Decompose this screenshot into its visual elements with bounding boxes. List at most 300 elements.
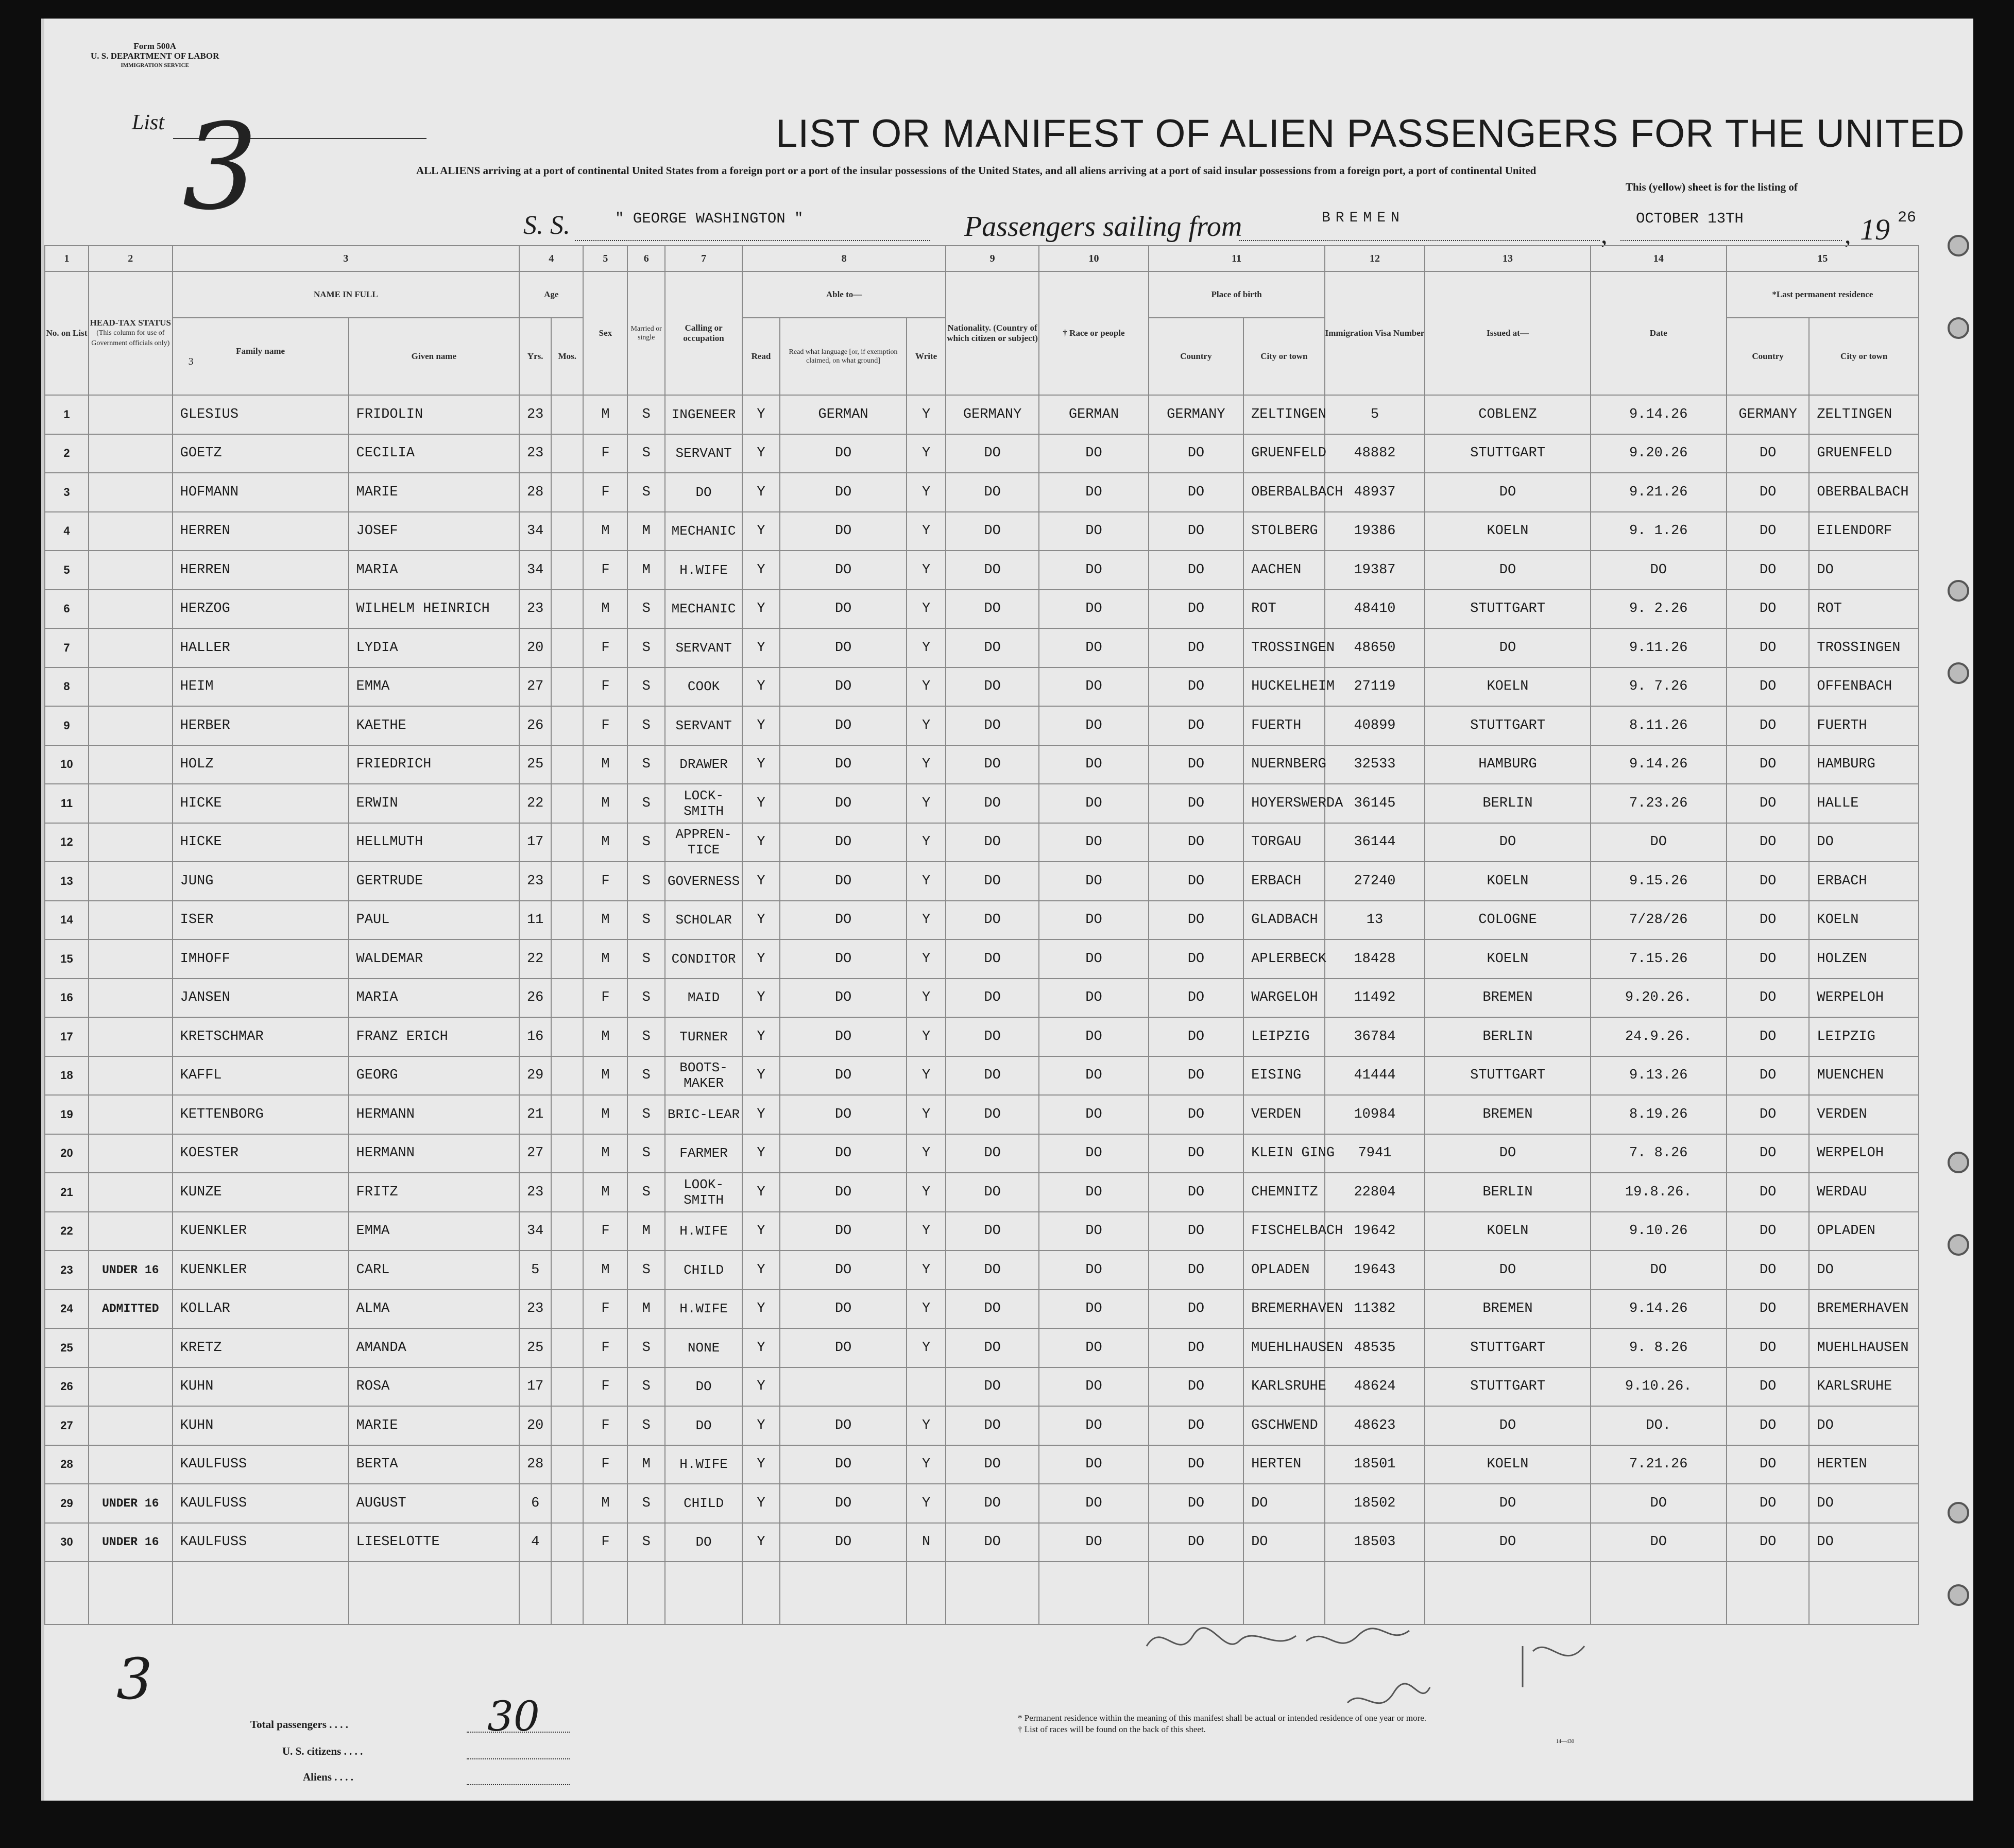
cell-rcity: ROT	[1809, 590, 1919, 629]
cell-issued: BERLIN	[1425, 1017, 1590, 1056]
cell-read: Y	[742, 668, 780, 707]
cell-bcountry: DO	[1149, 1173, 1243, 1212]
cell-issued: DO	[1425, 1251, 1590, 1290]
table-row	[45, 1445, 1919, 1484]
manifest-sheet	[41, 19, 1973, 1801]
table-row	[45, 979, 1919, 1018]
cell-ms: S	[627, 1367, 665, 1407]
table-row	[45, 1173, 1919, 1212]
table-row	[45, 1095, 1919, 1134]
cell-race: GERMAN	[1039, 395, 1148, 434]
cell-occ: CONDITOR	[665, 939, 742, 979]
cell-write: Y	[907, 473, 946, 512]
manifest-table-wrap	[44, 245, 1973, 1625]
cell-issued: STUTTGART	[1425, 590, 1590, 629]
header-issued-at: Issued at—	[1425, 271, 1590, 395]
cell-family: HERREN	[173, 551, 349, 590]
cell-date: 9. 2.26	[1591, 590, 1727, 629]
cell-family: HALLER	[173, 628, 349, 668]
cell-rcity: LEIPZIG	[1809, 1017, 1919, 1056]
cell-race: DO	[1039, 1056, 1148, 1096]
cell-race: DO	[1039, 628, 1148, 668]
total-passengers-value: 30	[487, 1692, 540, 1740]
cell-rcountry: DO	[1727, 1017, 1810, 1056]
cell-rcity: GRUENFELD	[1809, 434, 1919, 473]
cell-bcity: KARLSRUHE	[1243, 1367, 1324, 1407]
cell-race: DO	[1039, 706, 1148, 745]
cell-no: 8	[45, 668, 89, 707]
cell-race: DO	[1039, 512, 1148, 551]
cell-read: Y	[742, 628, 780, 668]
header-race: † Race or people	[1039, 271, 1148, 395]
cell-bcity: VERDEN	[1243, 1095, 1324, 1134]
cell-bcountry: DO	[1149, 784, 1243, 823]
cell-ms: S	[627, 939, 665, 979]
cell-mos	[551, 628, 583, 668]
cell-yrs: 23	[519, 862, 551, 901]
colnum: 8	[742, 246, 946, 271]
cell-rcountry: DO	[1727, 1173, 1810, 1212]
cell-read: Y	[742, 1406, 780, 1445]
cell-sex: F	[583, 628, 627, 668]
cell-nat: DO	[946, 1367, 1039, 1407]
family-name-label: Family name	[236, 346, 285, 356]
cell-occ: MECHANIC	[665, 512, 742, 551]
cell-read: Y	[742, 862, 780, 901]
cell-given: WALDEMAR	[349, 939, 520, 979]
cell-rcountry: GERMANY	[1727, 395, 1810, 434]
cell-ht: ADMITTED	[89, 1290, 173, 1329]
cell-ms: S	[627, 706, 665, 745]
manifest-header	[44, 19, 1973, 249]
cell-yrs: 23	[519, 590, 551, 629]
cell-occ: SERVANT	[665, 434, 742, 473]
cell-ht	[89, 1056, 173, 1096]
cell-rcity: HOLZEN	[1809, 939, 1919, 979]
cell-rcountry: DO	[1727, 1484, 1810, 1523]
cell-read: Y	[742, 939, 780, 979]
footnote-permanent-residence: * Permanent residence within the meaning of this manifest shall be actual or intended residence of one year or more.	[1018, 1713, 1427, 1723]
inspector-signature	[1141, 1615, 1605, 1749]
cell-lang: DO	[780, 823, 907, 862]
cell-no: 17	[45, 1017, 89, 1056]
cell-issued: STUTTGART	[1425, 1367, 1590, 1407]
cell-no: 15	[45, 939, 89, 979]
cell-read: Y	[742, 979, 780, 1018]
cell-bcountry: DO	[1149, 512, 1243, 551]
cell-yrs: 28	[519, 473, 551, 512]
colnum: 1	[45, 246, 89, 271]
cell-occ: SCHOLAR	[665, 901, 742, 940]
cell-ms: S	[627, 1251, 665, 1290]
cell-visa: 48535	[1325, 1328, 1425, 1367]
cell-lang: DO	[780, 979, 907, 1018]
cell-occ: LOCK- SMITH	[665, 784, 742, 823]
cell-date: 8.19.26	[1591, 1095, 1727, 1134]
cell-bcity: ZELTINGEN	[1243, 395, 1324, 434]
cell-rcountry: DO	[1727, 1251, 1810, 1290]
cell-bcity: EISING	[1243, 1056, 1324, 1096]
cell-issued: BREMEN	[1425, 1290, 1590, 1329]
cell-yrs: 22	[519, 784, 551, 823]
cell-family: KAULFUSS	[173, 1523, 349, 1562]
cell-rcountry: DO	[1727, 1056, 1810, 1096]
cell-no: 16	[45, 979, 89, 1018]
cell-family: HICKE	[173, 784, 349, 823]
cell-occ: MAID	[665, 979, 742, 1018]
cell-date: 7.21.26	[1591, 1445, 1727, 1484]
cell-bcountry: DO	[1149, 1523, 1243, 1562]
cell-mos	[551, 512, 583, 551]
punch-hole	[1948, 235, 1969, 256]
cell-sex: F	[583, 551, 627, 590]
cell-visa: 19386	[1325, 512, 1425, 551]
cell-date: DO	[1591, 823, 1727, 862]
cell-write: Y	[907, 668, 946, 707]
cell-date: 9.21.26	[1591, 473, 1727, 512]
cell-write: Y	[907, 745, 946, 784]
header-res-city: City or town	[1809, 318, 1919, 395]
cell-write: Y	[907, 1056, 946, 1096]
cell-nat: DO	[946, 784, 1039, 823]
cell-lang: GERMAN	[780, 395, 907, 434]
cell-bcountry: DO	[1149, 668, 1243, 707]
cell-ms: S	[627, 979, 665, 1018]
us-citizens-label: U. S. citizens . . . .	[282, 1745, 363, 1757]
cell-bcity: HUCKELHEIM	[1243, 668, 1324, 707]
cell-ms: S	[627, 590, 665, 629]
cell-nat: DO	[946, 823, 1039, 862]
cell-sex: M	[583, 901, 627, 940]
cell-issued: HAMBURG	[1425, 745, 1590, 784]
header-no-on-list: No. on List	[45, 271, 89, 395]
cell-lang: DO	[780, 1017, 907, 1056]
cell-bcountry: DO	[1149, 979, 1243, 1018]
cell-occ: H.WIFE	[665, 1290, 742, 1329]
cell-bcountry: DO	[1149, 590, 1243, 629]
table-row	[45, 473, 1919, 512]
cell-race: DO	[1039, 784, 1148, 823]
colnum: 3	[173, 246, 519, 271]
ss-label: S. S.	[523, 211, 570, 240]
document-subtitle: ALL ALIENS arriving at a port of continental United States from a foreign port or a port of the insular possessions of the United States, and all aliens arriving at a port of said insular possessions from a foreign port, a port of continental United	[416, 164, 1537, 177]
year-prefix: 19	[1860, 213, 1890, 246]
cell-given: AUGUST	[349, 1484, 520, 1523]
cell-ht	[89, 434, 173, 473]
cell-no: 20	[45, 1134, 89, 1173]
cell-given: FRITZ	[349, 1173, 520, 1212]
cell-sex: M	[583, 1017, 627, 1056]
table-row	[45, 1328, 1919, 1367]
cell-bcity: MUEHLHAUSEN	[1243, 1328, 1324, 1367]
sailing-label: Passengers sailing from	[964, 211, 1242, 243]
cell-yrs: 25	[519, 745, 551, 784]
cell-issued: DO	[1425, 823, 1590, 862]
cell-lang: DO	[780, 862, 907, 901]
cell-write: Y	[907, 901, 946, 940]
cell-given: FRIEDRICH	[349, 745, 520, 784]
cell-no: 19	[45, 1095, 89, 1134]
cell-bcity: GLADBACH	[1243, 901, 1324, 940]
cell-read: Y	[742, 1367, 780, 1407]
cell-family: KOLLAR	[173, 1290, 349, 1329]
cell-yrs: 22	[519, 939, 551, 979]
header-write: Write	[907, 318, 946, 395]
cell-blank	[742, 1562, 780, 1624]
cell-ms: S	[627, 668, 665, 707]
cell-given: KAETHE	[349, 706, 520, 745]
cell-sex: F	[583, 1367, 627, 1407]
cell-sex: M	[583, 939, 627, 979]
cell-rcity: MUENCHEN	[1809, 1056, 1919, 1096]
footnote-races: † List of races will be found on the back of this sheet.	[1018, 1724, 1206, 1734]
cell-no: 11	[45, 784, 89, 823]
cell-rcity: DO	[1809, 1251, 1919, 1290]
colnum: 2	[89, 246, 173, 271]
cell-bcity: BREMERHAVEN	[1243, 1290, 1324, 1329]
cell-rcountry: DO	[1727, 1406, 1810, 1445]
cell-ms: S	[627, 1017, 665, 1056]
cell-date: 9. 8.26	[1591, 1328, 1727, 1367]
cell-read: Y	[742, 706, 780, 745]
cell-read: Y	[742, 1328, 780, 1367]
cell-blank	[946, 1562, 1039, 1624]
cell-write: Y	[907, 628, 946, 668]
cell-bcountry: DO	[1149, 1056, 1243, 1096]
cell-nat: DO	[946, 628, 1039, 668]
punch-hole	[1948, 1584, 1969, 1606]
comma: ,	[1601, 220, 1608, 249]
cell-mos	[551, 862, 583, 901]
cell-rcountry: DO	[1727, 979, 1810, 1018]
cell-given: JOSEF	[349, 512, 520, 551]
cell-family: KUENKLER	[173, 1212, 349, 1251]
cell-yrs: 26	[519, 979, 551, 1018]
cell-family: JANSEN	[173, 979, 349, 1018]
cell-yrs: 4	[519, 1523, 551, 1562]
cell-ht	[89, 1173, 173, 1212]
cell-given: CECILIA	[349, 434, 520, 473]
cell-mos	[551, 1328, 583, 1367]
cell-bcity: NUERNBERG	[1243, 745, 1324, 784]
header-date: Date	[1591, 271, 1727, 395]
cell-nat: DO	[946, 862, 1039, 901]
cell-ht: UNDER 16	[89, 1484, 173, 1523]
cell-lang: DO	[780, 551, 907, 590]
cell-mos	[551, 1173, 583, 1212]
cell-blank	[665, 1562, 742, 1624]
cell-race: DO	[1039, 1095, 1148, 1134]
cell-nat: DO	[946, 1523, 1039, 1562]
cell-occ: CHILD	[665, 1484, 742, 1523]
cell-visa: 48623	[1325, 1406, 1425, 1445]
cell-rcity: DO	[1809, 1484, 1919, 1523]
cell-rcity: OPLADEN	[1809, 1212, 1919, 1251]
table-row	[45, 1484, 1919, 1523]
cell-family: KRETSCHMAR	[173, 1017, 349, 1056]
cell-lang: DO	[780, 939, 907, 979]
colnum: 7	[665, 246, 742, 271]
cell-race: DO	[1039, 1290, 1148, 1329]
cell-lang	[780, 1367, 907, 1407]
cell-bcity: CHEMNITZ	[1243, 1173, 1324, 1212]
cell-mos	[551, 395, 583, 434]
cell-issued: DO	[1425, 1523, 1590, 1562]
cell-ms: S	[627, 434, 665, 473]
aliens-line	[467, 1784, 570, 1785]
cell-ms: S	[627, 1406, 665, 1445]
cell-family: KOESTER	[173, 1134, 349, 1173]
cell-nat: GERMANY	[946, 395, 1039, 434]
cell-date: 9.14.26	[1591, 395, 1727, 434]
cell-nat: DO	[946, 1212, 1039, 1251]
cell-date: 9.14.26	[1591, 1290, 1727, 1329]
cell-ht	[89, 784, 173, 823]
cell-given: LIESELOTTE	[349, 1523, 520, 1562]
cell-rcity: OFFENBACH	[1809, 668, 1919, 707]
cell-yrs: 5	[519, 1251, 551, 1290]
cell-occ: DO	[665, 1367, 742, 1407]
cell-date: 7. 8.26	[1591, 1134, 1727, 1173]
cell-occ: H.WIFE	[665, 551, 742, 590]
cell-occ: TURNER	[665, 1017, 742, 1056]
cell-ht: UNDER 16	[89, 1523, 173, 1562]
cell-bcity: OPLADEN	[1243, 1251, 1324, 1290]
cell-date: DO	[1591, 1251, 1727, 1290]
cell-ht	[89, 1095, 173, 1134]
cell-issued: STUTTGART	[1425, 706, 1590, 745]
header-read: Read	[742, 318, 780, 395]
cell-ms: S	[627, 473, 665, 512]
cell-yrs: 34	[519, 1212, 551, 1251]
cell-write: Y	[907, 512, 946, 551]
cell-no: 29	[45, 1484, 89, 1523]
cell-read: Y	[742, 823, 780, 862]
cell-ht	[89, 1367, 173, 1407]
colnum: 12	[1325, 246, 1425, 271]
cell-mos	[551, 1367, 583, 1407]
cell-lang: DO	[780, 1212, 907, 1251]
cell-rcity: ERBACH	[1809, 862, 1919, 901]
header-sex: Sex	[583, 271, 627, 395]
cell-blank	[907, 1562, 946, 1624]
cell-issued: KOELN	[1425, 862, 1590, 901]
cell-mos	[551, 1095, 583, 1134]
colnum: 15	[1727, 246, 1919, 271]
cell-ht	[89, 706, 173, 745]
cell-family: KETTENBORG	[173, 1095, 349, 1134]
cell-sex: M	[583, 1095, 627, 1134]
cell-sex: F	[583, 1523, 627, 1562]
cell-yrs: 34	[519, 512, 551, 551]
cell-nat: DO	[946, 1484, 1039, 1523]
table-row	[45, 901, 1919, 940]
cell-occ: DO	[665, 1523, 742, 1562]
cell-blank	[1727, 1562, 1810, 1624]
cell-race: DO	[1039, 939, 1148, 979]
cell-race: DO	[1039, 1328, 1148, 1367]
cell-sex: M	[583, 512, 627, 551]
cell-mos	[551, 1251, 583, 1290]
cell-lang: DO	[780, 1056, 907, 1096]
cell-blank	[1039, 1562, 1148, 1624]
cell-write: Y	[907, 590, 946, 629]
cell-yrs: 11	[519, 901, 551, 940]
cell-bcountry: DO	[1149, 1290, 1243, 1329]
colnum: 11	[1149, 246, 1325, 271]
cell-visa: 48410	[1325, 590, 1425, 629]
cell-family: KAULFUSS	[173, 1445, 349, 1484]
cell-rcity: TROSSINGEN	[1809, 628, 1919, 668]
cell-bcity: WARGELOH	[1243, 979, 1324, 1018]
cell-issued: DO	[1425, 1484, 1590, 1523]
punch-hole	[1948, 317, 1969, 339]
table-row	[45, 1251, 1919, 1290]
cell-mos	[551, 1212, 583, 1251]
cell-nat: DO	[946, 1328, 1039, 1367]
cell-family: GLESIUS	[173, 395, 349, 434]
cell-date: 9.10.26.	[1591, 1367, 1727, 1407]
cell-family: IMHOFF	[173, 939, 349, 979]
cell-write: Y	[907, 1484, 946, 1523]
header-birth-city: City or town	[1243, 318, 1324, 395]
cell-issued: STUTTGART	[1425, 1056, 1590, 1096]
cell-visa: 5	[1325, 395, 1425, 434]
cell-lang: DO	[780, 1484, 907, 1523]
cell-rcity: MUEHLHAUSEN	[1809, 1328, 1919, 1367]
cell-race: DO	[1039, 1173, 1148, 1212]
cell-blank	[583, 1562, 627, 1624]
cell-bcity: TROSSINGEN	[1243, 628, 1324, 668]
cell-read: Y	[742, 395, 780, 434]
cell-race: DO	[1039, 823, 1148, 862]
cell-no: 1	[45, 395, 89, 434]
cell-no: 23	[45, 1251, 89, 1290]
cell-yrs: 23	[519, 1173, 551, 1212]
cell-yrs: 23	[519, 434, 551, 473]
document-subtitle-2: This (yellow) sheet is for the listing of	[1626, 181, 1798, 193]
cell-family: KUHN	[173, 1367, 349, 1407]
cell-ms: S	[627, 745, 665, 784]
cell-rcountry: DO	[1727, 1134, 1810, 1173]
cell-write: Y	[907, 434, 946, 473]
cell-no: 6	[45, 590, 89, 629]
cell-write: Y	[907, 1251, 946, 1290]
cell-family: KUNZE	[173, 1173, 349, 1212]
punch-hole	[1948, 1152, 1969, 1173]
table-row	[45, 1367, 1919, 1407]
cell-date: DO	[1591, 551, 1727, 590]
cell-yrs: 25	[519, 1328, 551, 1367]
table-row	[45, 1212, 1919, 1251]
form-number: Form 500A	[133, 41, 176, 51]
cell-visa: 27119	[1325, 668, 1425, 707]
cell-issued: STUTTGART	[1425, 1328, 1590, 1367]
cell-given: MARIA	[349, 551, 520, 590]
table-row	[45, 1017, 1919, 1056]
cell-given: CARL	[349, 1251, 520, 1290]
cell-family: GOETZ	[173, 434, 349, 473]
cell-issued: KOELN	[1425, 1212, 1590, 1251]
colnum: 4	[519, 246, 583, 271]
cell-nat: DO	[946, 1445, 1039, 1484]
table-row	[45, 706, 1919, 745]
table-row	[45, 628, 1919, 668]
cell-race: DO	[1039, 901, 1148, 940]
cell-read: Y	[742, 1523, 780, 1562]
cell-issued: DO	[1425, 1406, 1590, 1445]
cell-lang: DO	[780, 1290, 907, 1329]
